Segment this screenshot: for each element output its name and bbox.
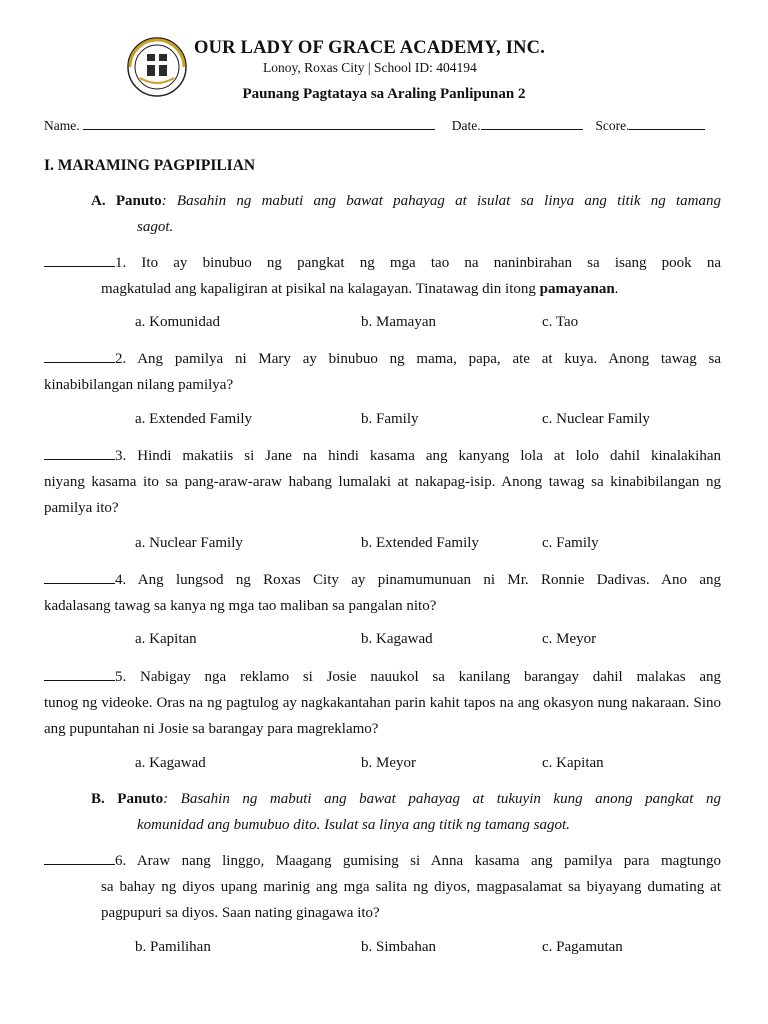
q4-option-a: a. Kapitan <box>135 631 197 647</box>
question-1-first: 1. Ito ay binubuo ng pangkat ng mga tao na naninbirahan sa isang pook na <box>115 255 721 271</box>
question-5 <box>44 664 721 742</box>
section-title: I. MARAMING PAGPIPILIAN <box>44 157 256 174</box>
date-field[interactable] <box>481 117 583 130</box>
q3-option-a: a. Nuclear Family <box>135 535 243 551</box>
question-2-first: 2. Ang pamilya ni Mary ay binubuo ng mama, papa, ate at kuya. Anong tawag sa <box>115 351 721 367</box>
school-address: Lonoy, Roxas City | School ID: 404194 <box>263 60 477 75</box>
question-4-first: 4. Ang lungsod ng Roxas City ay pinamumunuan ni Mr. Ronnie Dadivas. Ano ang <box>115 572 721 588</box>
q6-option-c: c. Pagamutan <box>542 939 623 955</box>
question-3 <box>44 443 721 521</box>
directions-b-colon: : <box>163 791 169 807</box>
name-field[interactable] <box>83 117 435 130</box>
q6-option-a: b. Pamilihan <box>135 939 211 955</box>
q1-option-b: b. Mamayan <box>361 314 436 330</box>
question-1-end: . <box>614 281 619 297</box>
q5-option-b: b. Meyor <box>361 755 416 771</box>
directions-a-colon: : <box>161 193 167 209</box>
question-1-bold: pamayanan <box>539 281 615 297</box>
q1-option-c: c. Tao <box>542 314 579 330</box>
score-field[interactable] <box>629 117 705 130</box>
q4-option-b: b. Kagawad <box>361 631 433 647</box>
question-4 <box>44 567 721 619</box>
directions-b-text-1: Basahin ng mabuti ang bawat pahayag at tukuyin kung anong pangkat ng <box>168 791 721 807</box>
info-fields-row <box>44 117 705 134</box>
directions-a-text-2: sagot. <box>137 219 174 235</box>
score-label: Score. <box>595 118 630 133</box>
answer-line-6[interactable] <box>44 852 115 865</box>
question-5-first: 5. Nabigay nga reklamo si Josie nauukol sa kanilang barangay dahil malakas ang <box>115 669 721 685</box>
question-6-rest: sa bahay ng diyos upang marinig ang mga salita ng diyos, magpasalamat sa biyayang dumating at pagpupuri sa diyos. Saan nating ginagawa ito? <box>101 879 721 921</box>
directions-a-text-1: Basahin ng mabuti ang bawat pahayag at isulat sa linya ang titik ng tamang <box>166 193 721 209</box>
question-6-first: 6. Araw nang linggo, Maagang gumising si Anna kasama ang pamilya para magtungo <box>115 853 721 869</box>
q5-option-c: c. Kapitan <box>542 755 604 771</box>
directions-a <box>91 188 721 240</box>
answer-line-5[interactable] <box>44 668 115 681</box>
question-3-first: 3. Hindi makatiis si Jane na hindi kasama ang kanyang lola at lolo dahil kinalakihan <box>115 448 721 464</box>
question-3-rest: niyang kasama ito sa pang-araw-araw habang lumalaki at nakapag-isip. Anong tawag sa kinabibilangan ng pamilya ito? <box>44 474 721 516</box>
answer-line-2[interactable] <box>44 350 115 363</box>
date-label: Date. <box>451 118 481 133</box>
question-1 <box>44 250 721 302</box>
name-label: Name. <box>44 118 80 133</box>
answer-line-4[interactable] <box>44 571 115 584</box>
directions-b-text-2: komunidad ang bumubuo dito. Isulat sa linya ang titik ng tamang sagot. <box>137 817 570 833</box>
q5-option-a: a. Kagawad <box>135 755 206 771</box>
q2-option-b: b. Family <box>361 411 419 427</box>
question-4-rest: kadalasang tawag sa kanya ng mga tao maliban sa pangalan nito? <box>44 598 437 614</box>
q6-option-b: b. Simbahan <box>361 939 436 955</box>
school-name: OUR LADY OF GRACE ACADEMY, INC. <box>194 38 546 58</box>
directions-b-label: B. Panuto <box>91 791 164 807</box>
exam-title: Paunang Pagtataya sa Araling Panlipunan 2 <box>242 86 526 102</box>
question-6 <box>44 848 721 926</box>
answer-line-1[interactable] <box>44 254 115 267</box>
question-1-rest: magkatulad ang kapaligiran at pisikal na kalagayan. Tinatawag din itong <box>101 281 540 297</box>
q3-option-b: b. Extended Family <box>361 535 479 551</box>
question-2-rest: kinabibilangan nilang pamilya? <box>44 377 234 393</box>
q2-option-c: c. Nuclear Family <box>542 411 650 427</box>
question-5-rest: tunog ng videoke. Oras na ng pagtulog ay nagkakantahan parin kahit tapos na ang okasyon nung nakaraan. Sino ang pupuntahan ni Josie sa barangay para magreklamo? <box>44 695 721 737</box>
q4-option-c: c. Meyor <box>542 631 597 647</box>
directions-a-label: A. Panuto <box>91 193 162 209</box>
directions-b <box>91 786 721 838</box>
question-2 <box>44 346 721 398</box>
q3-option-c: c. Family <box>542 535 599 551</box>
q1-option-a: a. Komunidad <box>135 314 220 330</box>
answer-line-3[interactable] <box>44 447 115 460</box>
q2-option-a: a. Extended Family <box>135 411 253 427</box>
